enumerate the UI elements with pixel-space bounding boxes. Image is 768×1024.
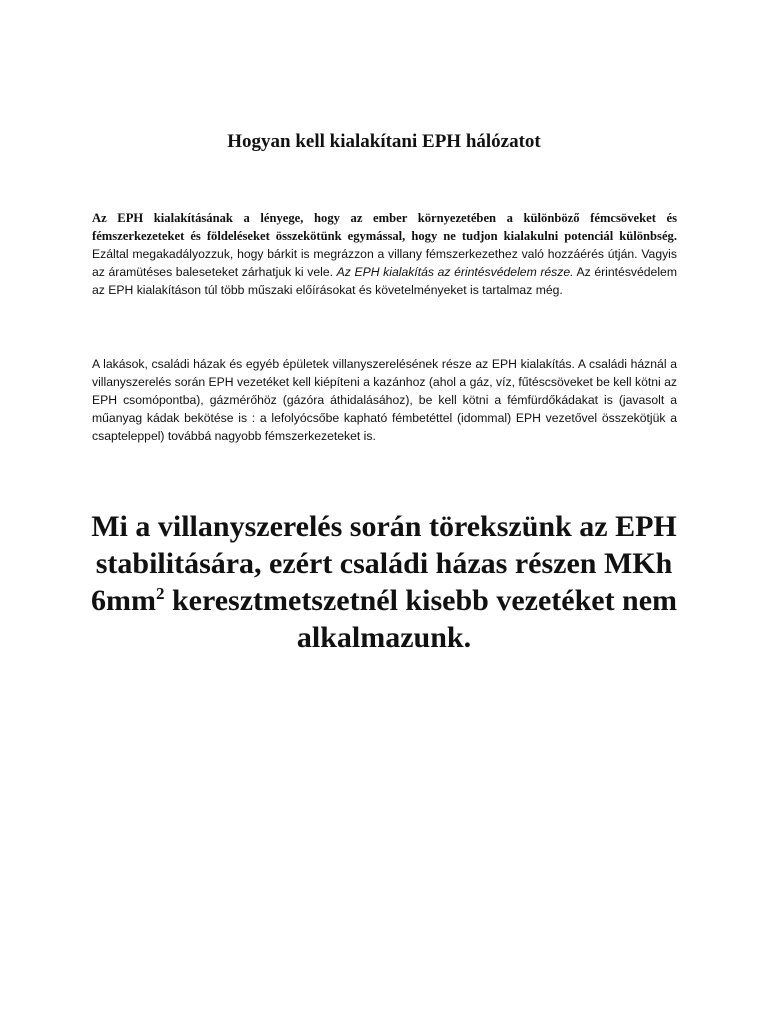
intro-body-text: Ezáltal megakadályozzuk, hogy bárkit is megrázzon a villany fémszerkezethez való hozzáérés útján. Vagyis az áramütéses baleseteket zárhatjuk ki vele.	[92, 247, 677, 279]
intro-emphasis-text: Az EPH kialakítás az érintésvédelem része.	[336, 265, 574, 279]
statement-heading	[70, 508, 698, 656]
statement-superscript: 2	[155, 584, 165, 603]
intro-paragraph	[92, 209, 677, 299]
statement-text-before: Mi a villanyszerelés során törekszünk az EPH stabilitására, ezért családi házas részen MKh 6mm	[90, 510, 677, 617]
intro-lead-text: Az EPH kialakításának a lényege, hogy az ember környezetében a különböző fémcsöveket és fémszerkezeteket és földeléseket összekötünk egymással, hogy ne tudjon kialakulni potenciál különbség.	[92, 211, 677, 243]
statement-text-after: keresztmetszetnél kisebb vezetéket nem alkalmazunk.	[164, 584, 678, 654]
intro-tail-text: Az érintésvédelem az EPH kialakításon túl több műszaki előírásokat és követelményeket is tartalmaz még.	[92, 265, 677, 297]
installation-paragraph: A lakások, családi házak és egyéb épületek villanyszerelésének része az EPH kialakítás. A családi háznál a villanyszerelés során EPH vezetéket kell kiépíteni a kazánhoz (ahol a gáz, víz, fűtéscsöveket be kell kötni az EPH csomópontba), gázmérőhöz (gázóra áthidalásához), be kell kötni a fémfürdőkádakat is (javasolt a műanyag kádak bekötése is : a lefolyócsőbe kapható fémbetéttel (idommal) EPH vezetővel összekötjük a csapteleppel) továbbá nagyobb fémszerkezeteket is.	[92, 357, 677, 443]
document-title: Hogyan kell kialakítani EPH hálózatot	[227, 131, 541, 152]
